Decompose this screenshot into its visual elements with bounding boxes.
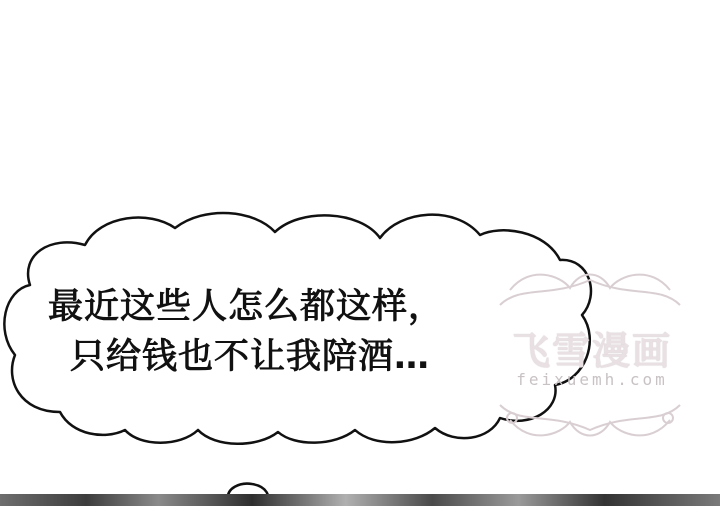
next-panel-edge — [0, 494, 720, 506]
watermark-bottom-swirl — [500, 405, 680, 430]
watermark-url: feixuemh.com — [516, 370, 668, 389]
bubble-text-line-2: 只给钱也不让我陪酒… — [70, 337, 431, 377]
watermark-bottom-scroll — [510, 420, 670, 436]
watermark-top-swirl — [500, 280, 680, 305]
watermark-top-scroll — [510, 275, 670, 291]
watermark-title: 飞雪漫画 — [511, 329, 672, 373]
bubble-text-line-1: 最近这些人怎么都这样， — [48, 287, 445, 327]
